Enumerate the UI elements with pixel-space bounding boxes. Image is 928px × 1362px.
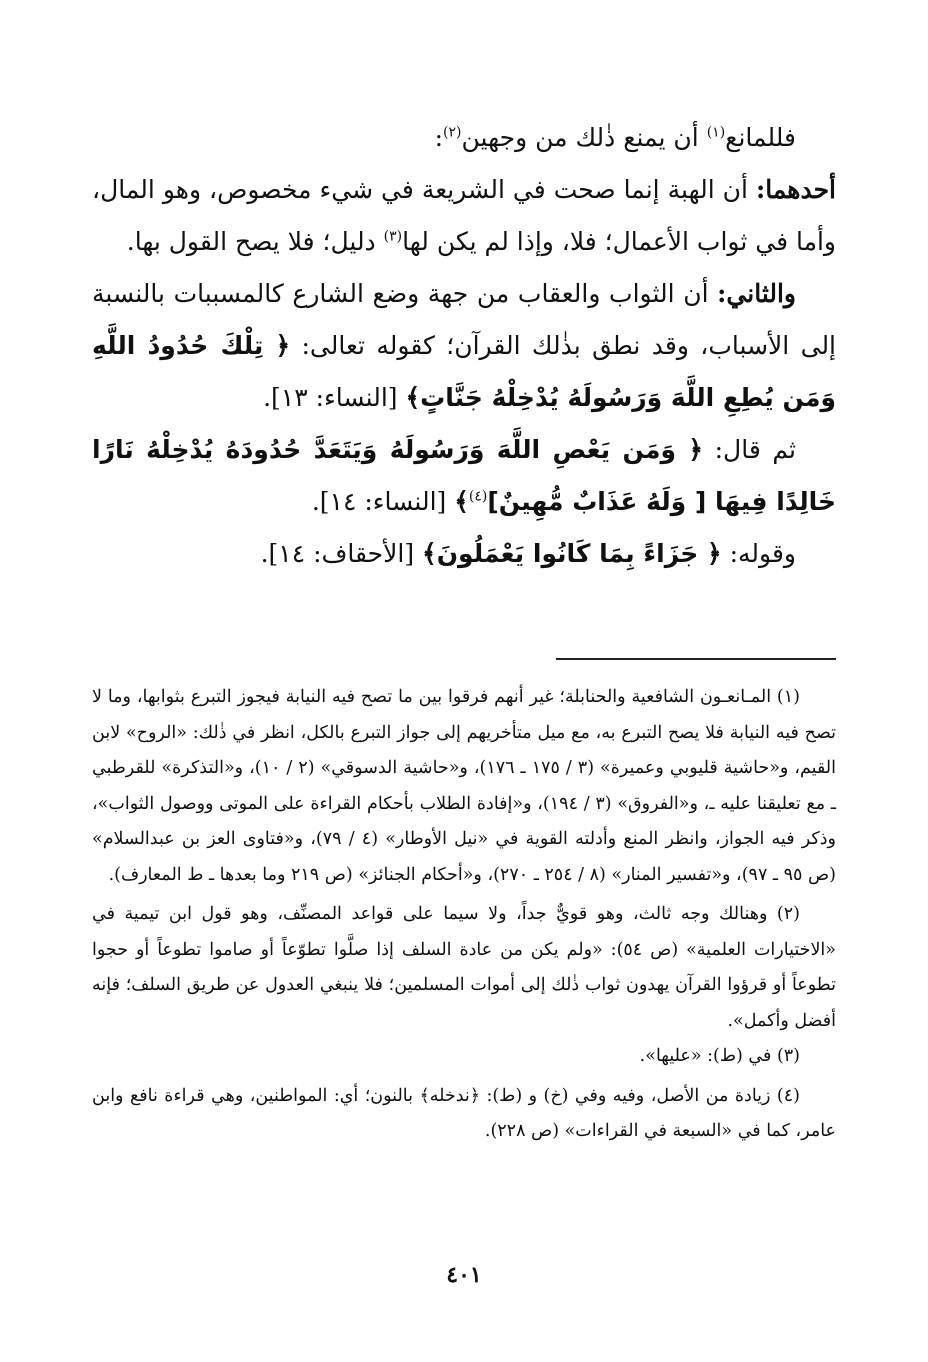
verse-1-reference: [النساء: ١٣]. xyxy=(263,383,406,412)
footnote-ref-4: (٤) xyxy=(468,488,488,505)
footnote-ref-3: (٣) xyxy=(383,228,403,245)
quran-verse-2: ﴿ وَمَن يَعْصِ اللَّهَ وَرَسُولَهُ وَيَتَعَدَّ حُدُودَهُ يُدْخِلْهُ نَارًا خَالِدًا فِيهَا [ وَلَهُ عَذَابٌ مُّهِينٌ] xyxy=(92,435,836,516)
intro-word: فللمانع xyxy=(725,123,796,152)
main-text xyxy=(92,112,836,580)
footnote-2: (٢) وهنالك وجه ثالث، وهو قويٌّ جداً، ولا سيما على قواعد المصنِّف، وهو قول ابن تيمية في «الاختيارات العلمية» (ص ٥٤): «ولم يكن من عادة السلف إذا صلَّوا تطوّعاً أو صاموا تطوعاً أو حجوا تطوعاً أو قرؤوا القرآن يهدون ثواب ذٰلك إلى أموات المسلمين؛ فلا ينبغي العدول عن طريق السلف؛ فإنه أفضل وأكمل». xyxy=(92,904,836,1031)
first-aspect-text: أن الهبة إنما صحت في الشريعة في شيء مخصوص، وهو المال، وأما في ثواب الأعمال؛ فلا، وإذا لم يكن لها xyxy=(92,175,836,256)
and-said-paragraph xyxy=(92,528,836,580)
second-aspect-heading: والثاني: xyxy=(717,279,796,308)
intro-text: أن يمنع ذٰلك من وجهين xyxy=(461,123,707,152)
footnote-ref-2: (٢) xyxy=(443,124,462,141)
second-aspect-paragraph xyxy=(92,268,836,424)
intro-colon: : xyxy=(434,123,444,152)
and-said-text: وقوله: xyxy=(721,539,796,568)
intro-line xyxy=(92,112,836,164)
quran-verse-3: ﴿ جَزَاءً بِمَا كَانُوا يَعْمَلُونَ﴾ xyxy=(422,539,722,568)
page-number: ٤٠١ xyxy=(446,1262,482,1288)
verse-3-reference: [الأحقاف: ١٤]. xyxy=(260,539,423,568)
then-said-text: ثم قال: xyxy=(703,435,796,464)
then-said-paragraph xyxy=(92,424,836,528)
verse-2-reference: [النساء: ١٤]. xyxy=(311,487,455,516)
first-aspect-paragraph xyxy=(92,164,836,268)
footnote-4: (٤) زيادة من الأصل، وفيه وفي (خ) و (ط): ﴿ندخله﴾ بالنون؛ أي: المواطنين، وهي قراءة نافع وابن عامر، كما في «السبعة في القراءات» (ص ٢٢٨). xyxy=(92,1085,836,1141)
footnote-ref-1: (١) xyxy=(706,124,726,141)
quran-verse-1: ﴿ تِلْكَ حُدُودُ اللَّهِ وَمَن يُطِعِ اللَّهَ وَرَسُولَهُ يُدْخِلْهُ جَنَّاتٍ﴾ xyxy=(92,331,836,412)
footnote-1: (١) المـانعـون الشافعية والحنابلة؛ غير أنهم فرقوا بين ما تصح فيه النيابة فيجوز التبرع بثوابها، وما لا تصح فيه النيابة فلا يصح التبرع به، مع ميل متأخريهم إلى جواز التبرع بالكل، انظر في ذٰلك: «الروح» لابن القيم، و«حاشية قليوبي وعميرة» (٣ / ١٧٥ ـ ١٧٦)، و«حاشية الدسوقي» (٢ / ١٠)، و«التذكرة» للقرطبي ـ مع تعليقنا عليه ـ، و«الفروق» (٣ / ١٩٤)، و«إفادة الطلاب بأحكام القراءة على الموتى ووصول الثواب»، وذكر فيه الجواز، وانظر المنع وأدلته القوية في «نيل الأوطار» (٤ / ٧٩)، و«فتاوى العز بن عبدالسلام» (ص ٩٥ ـ ٩٧)، و«تفسير المنار» (٨ / ٢٥٤ ـ ٢٧٠)، و«أحكام الجنائز» (ص ٢١٩ وما بعدها ـ ط المعارف). xyxy=(92,687,837,885)
first-aspect-heading: أحدهما: xyxy=(755,175,836,204)
footnote-3: (٣) في (ط): «عليها». xyxy=(639,1046,800,1066)
verse-2-close-bracket: ﴾ xyxy=(454,487,469,516)
second-aspect-text: أن الثواب والعقاب من جهة وضع الشارع كالمسببات بالنسبة إلى الأسباب، وقد نطق بذٰلك القرآن؛ كقوله تعالى: xyxy=(92,279,837,360)
first-aspect-text-end: دليل؛ فلا يصح القول بها. xyxy=(126,227,384,256)
footnote-divider xyxy=(556,658,836,660)
footnotes xyxy=(92,680,836,1150)
